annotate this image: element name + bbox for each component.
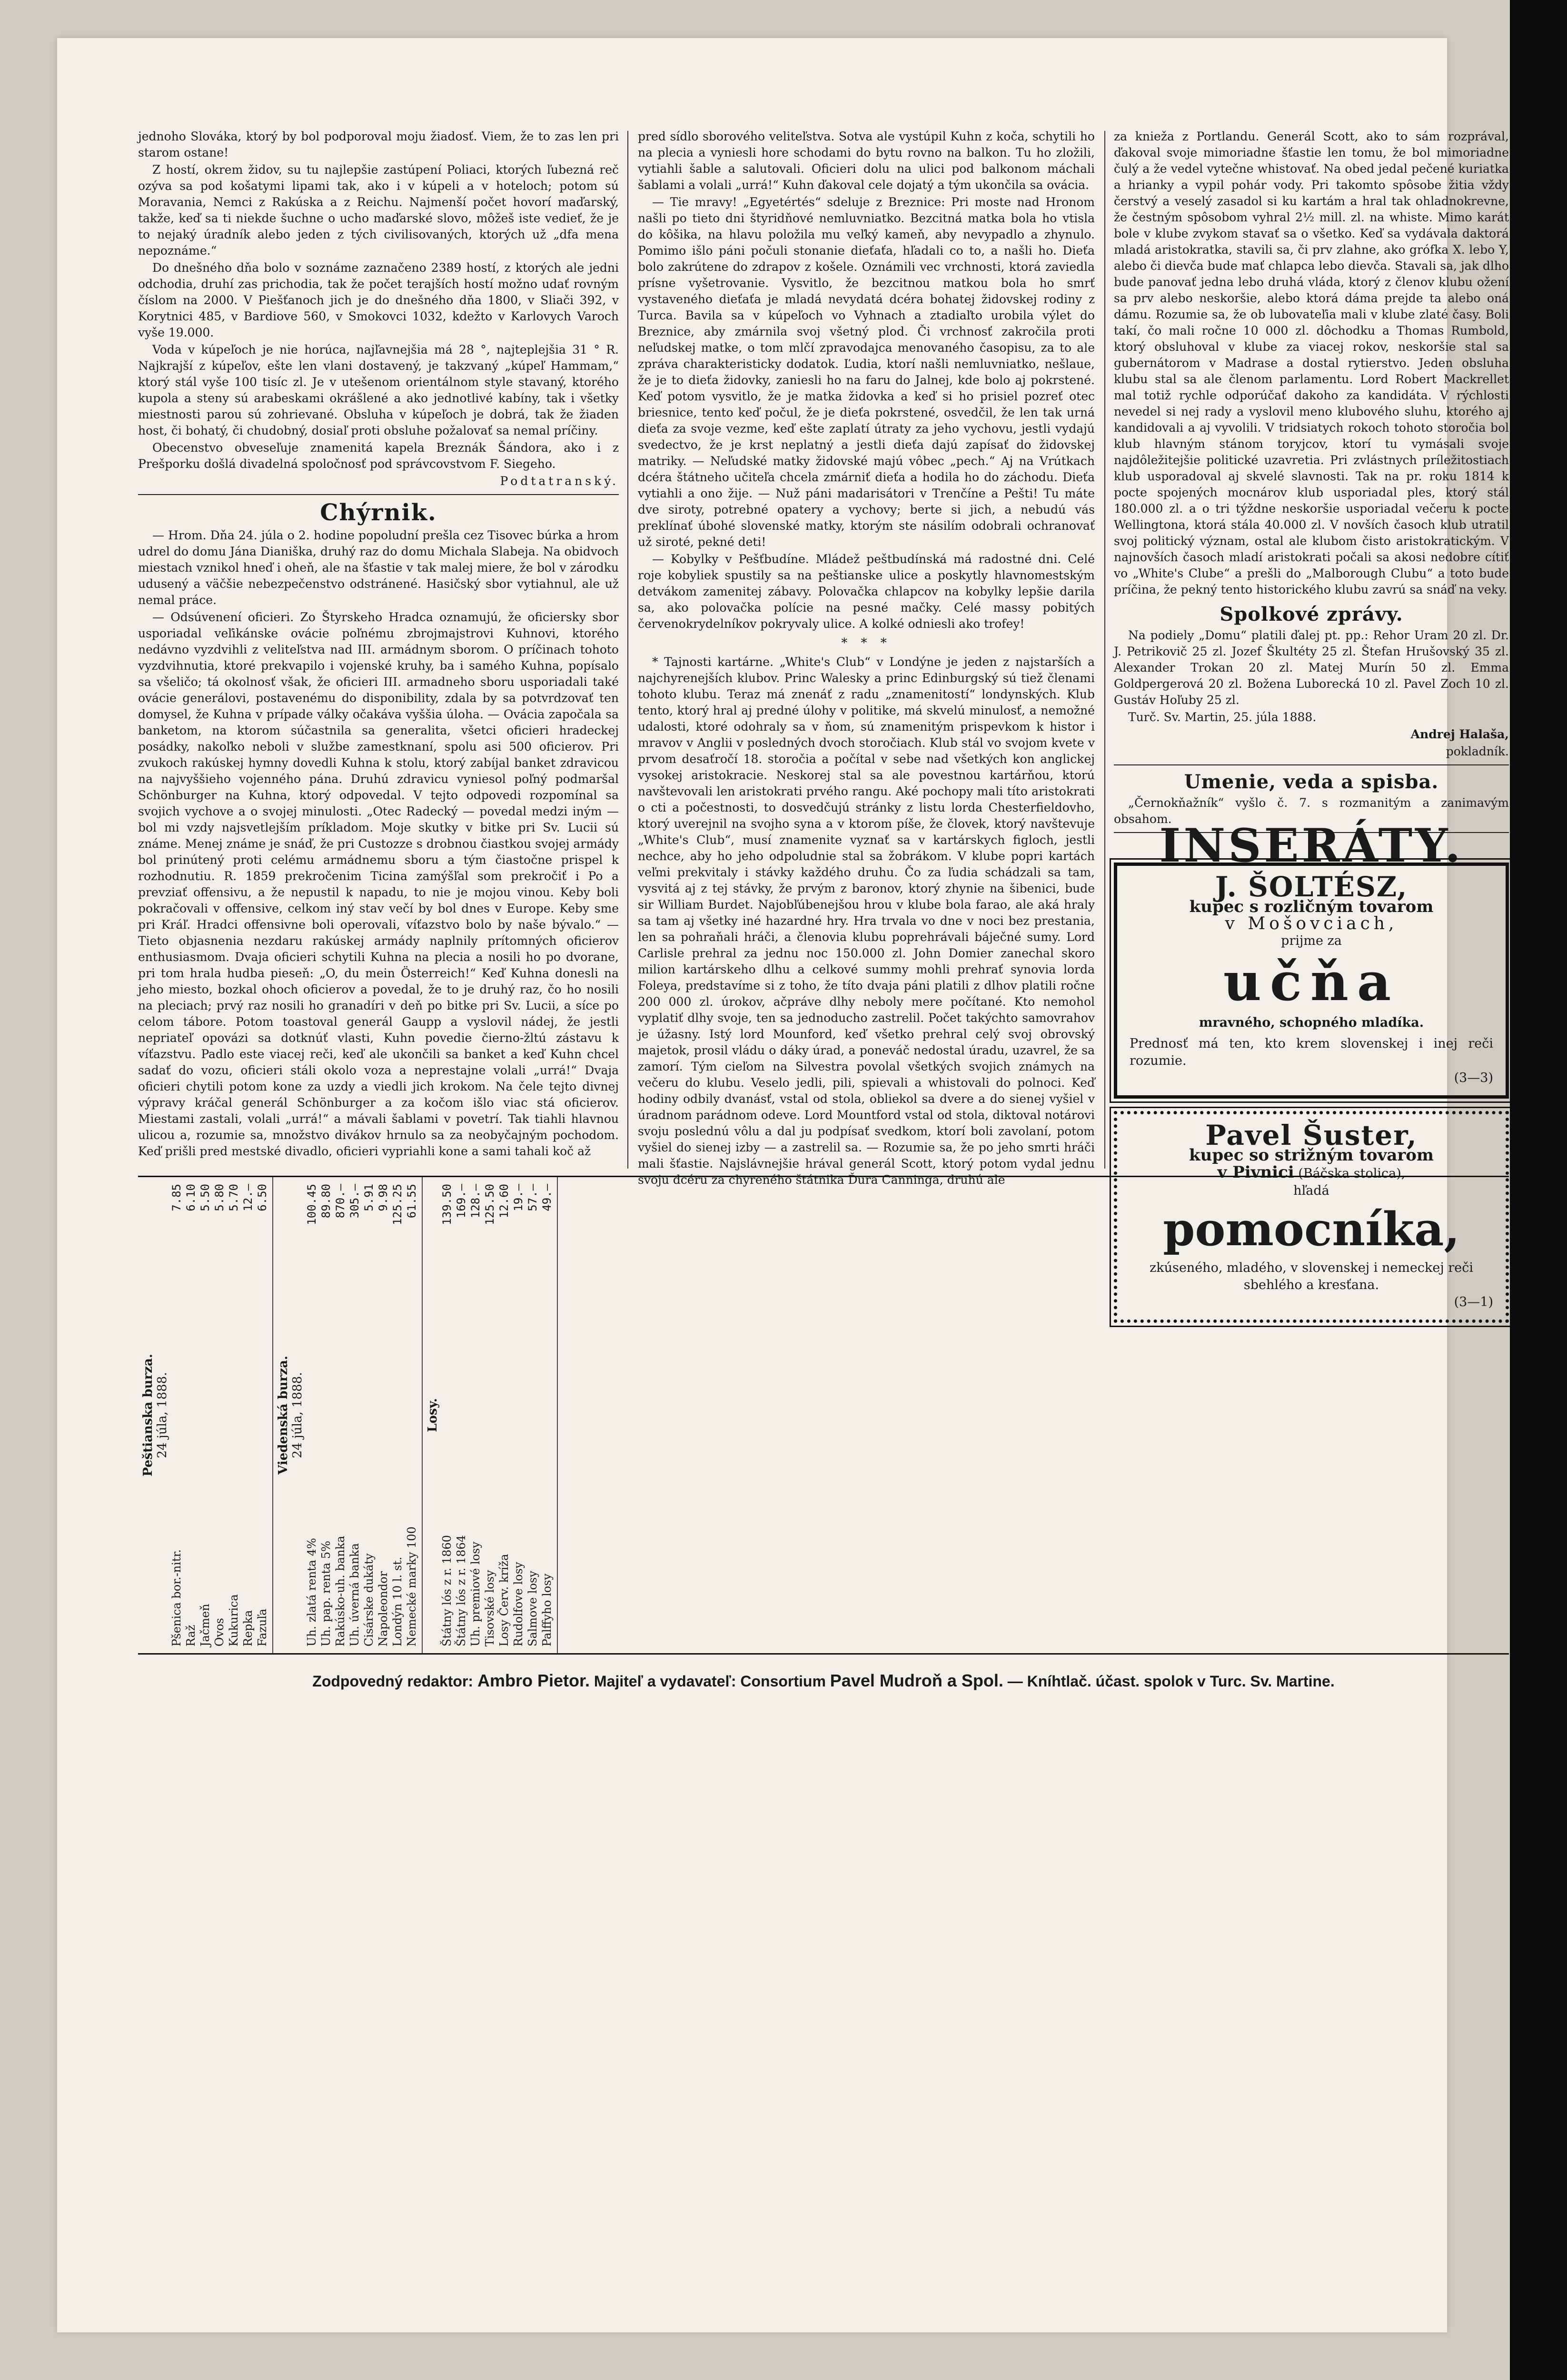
exchange-row <box>333 1184 347 1646</box>
news-item: — Odsúvenení oficieri. Zo Štyrskeho Hradca oznamujú, že oficiersky sbor usporiadal veľikánske ovácie poľnému zbrojmajstrovi Kuhnovi, ktorého nedávno vyzdvihli z veliteľstva nad III. armádnym sborom. O príčinach tohoto vyzdvihnutia, ktoré prekvapilo i vojenské kruhy, ba i samého Kuhna, popísalo sa všeličo; tá okolnosť však, že oficieri III. armadneho sboru usporiadali také ovácie generálovi, postavenému do disponibility, zdala by sa potvrdzovať ten domysel, že Kuhna v prípade války očakáva vyššia úloha. — Ovácia započala sa banketom, na ktorom súčastnila sa generalita, všetci oficieri hradeckej posádky, nakoľko neboli v službe zamestknaní, spolu asi 500 oficierov. Pri zvukoch rakúskej hymny dovedli Kuhna k stolu, ktorý zabíjal banket zdravicou na najvyššieho vojenného pána. Druhú zdravicu vyniesol poľný podmaršal Schönburger na Kuhna, ktorý odpovedal. V tejto odpovedi rozpomínal sa svojich vychove a o svojej minulosti. „Otec Radecký — povedal medzi iným — bol mi vzdy najsvetlejším príkladom. Moje skutky v bitke pri Sv. Lucii sú známe. Menej známe je snáď, že pri Custozze s drobnou čiastkou svojej armády bol prinútený proti celému armádnemu sboru a tým čiastočne prispel k rozhodnutiu. R. 1859 prekročenim Ticina zamýšľal som prekročiť i Po a prevziať offensivu, a že nepustil k napadu, to nie je mojou vinou. Keby boli pokračovali v offensive, celkom iný stav večí by bol dnes v Europe. Keby sme pri Kráľ. Hradci offensivne boli operovali, víťazstvo bolo by naše bývalo.“ — Tieto objasnenia nezdaru rakúskej armády naplnily prítomných oficierov enthusiasmom. Dvaja oficieri schytili Kuhna na plecia a nosili ho po dvorane, pri tom hrala hudba pieseň: „O, du mein Österreich!“ Keď Kuhna donesli na jeho miesto, bozkal ohoch oficierov a povedal, že to je druhý raz, čo ho nosili na pleciach; prvý raz nosili ho granadíri v deň po bitke pri Sv. Lucii, a síce po celom tábore. Potom toastoval generál Gaupp a vyslovil nádej, že jestli nepriateľ opovázi sa dotknúť vlasti, Kuhn povedie čierno-žltú zástavu k víťazstvu. Padlo este viacej reči, keď ale ukončili sa banket a keď Kuhn chcel sadať do vozu, oficieri stáli okolo voza a neprestajne volali „urrá!“ Dvaja oficieri chytili potom kone za uzdy a viedli jich krokom. Na čele tejto divnej výpravy kráčal generál Schönburger a za kočom išlo viac stá oficierov. Miestami zastali, volali „urrá!“ a mávali šablami v povetrí. Tak tiahli hlavnou ulicou a, rozumie sa, množstvo divákov hrnulo sa za neobyčajným pochodom. Keď prišli pred mestské divadlo, oficieri vypriahli kone a sami tahali koč až <box>138 610 619 1158</box>
exchange-label: Rudolfove losy <box>512 1562 525 1646</box>
news-item: — Hrom. Dňa 24. júla o 2. hodine popoludní prešla cez Tisovec búrka a hrom udrel do domu Jána Dianiška, druhý raz do domu Michala Slabeja. Na obidvoch miestach vznikol hneď i oheň, ale na šťastie v tak malej miere, že bol v zárodku udusený a väčšie nebezpečenstvo odstránené. Hasičský sbor vytiahnul, ale už nemal práce. <box>138 528 619 607</box>
exchange-row <box>319 1184 333 1646</box>
ad-hlada: hľadá <box>1293 1183 1329 1198</box>
exchange-label: Uh. premiové losy <box>469 1541 482 1646</box>
ad-description: mravného, schopného mladíka. <box>1199 1015 1424 1030</box>
article-text: Z hostí, okrem židov, su tu najlepšie zastúpení Poliaci, ktorých ľubezná reč ozýva sa pod košatymi lipami tak, ako i v kúpeli a v hoteloch; potom sú Moravania, Nemci z Rakúska a z Reichu. Najmenší počet hovorí maďarský, takže, keď sa ti niekde šuchne o ucho maďarské slovo, môžeš iste vedieť, že je to nejaký úradník alebo jeden z tých civilisovaných, ktorých už „dfa mena nepoznáme.“ <box>138 163 619 258</box>
column-2 <box>638 129 1095 1189</box>
exchange-head: Viedenská burza. <box>276 1356 290 1475</box>
divider <box>1114 764 1509 765</box>
exchange-rotated <box>138 1177 1509 1653</box>
exchange-label: Uh. úverná banka <box>348 1543 361 1646</box>
exchange-row <box>362 1184 376 1646</box>
exchange-value: 139.50 <box>440 1184 454 1225</box>
exchange-value: 9.98 <box>377 1184 390 1211</box>
exchange-rows <box>305 1184 419 1646</box>
exchange-label: Nemecké marky 100 <box>405 1526 418 1646</box>
exchange-label: Cisárske dukáty <box>362 1553 376 1646</box>
exchange-head: Peštianska burza. <box>141 1354 155 1477</box>
footer-redaktor: Ambro Pietor. <box>477 1671 590 1690</box>
news-item: — Tie mravy! „Egyetértés“ sdeluje z Breznice: Pri moste nad Hronom našli po tieto dni štyridňové nemluvniatko. Bezcitná matka bola ho vtisla do kôšika, na hlavu položila mu veľký kameň, aby nevypadlo a zhynulo. Pomimo išlo páni počuli stonanie dieťaťa, hľadali co to, a našli ho. Dieťa bolo zakrútene do zdrapov z košele. Oznámili vec vrchnosti, ktorá zaviedla prísne vyšetrovanie. Vysvitlo, že bezcitnou matkou bola ho smrť vystaveného dieťaťa je mladá nevydatá dcéra bohatej židovskej rodiny z Turca. Bavila sa v kúpeľoch vo Vyhnach a ztadiaľto urobila výlet do Breznice, aby zmárnila svoj všetný plod. Či vrchnosť zakročila proti neľudskej matke, o tom mlčí zpravodajca menovaného časopisu, za to ale zpráva charakteristicky dodatok. Ľudia, ktorí našli nemluvniatko, nešlaue, že je to dieťa židovky, zaniesli ho na faru do Jalnej, kde bolo aj pokrstené. Keď potom vysvitlo, že je matka židovka a keď si ho prisiel pozreť otec briesnice, tento keď počul, že je dieťa pokrstené, osvedčil, že len tak urná dieťa za svoje vezme, keď ešte zaplatí útraty za jeho vychovu, jestli vydajú svedectvo, že je krst neplatný a jestli dieťa dajú zapísať do židovskej matriky. — Neľudské matky židovské majú vôbec „pech.“ Aj na Vrútkach dcéra štátneho učiteľa chcela zmárniť dieťa a hodila ho do záchodu. Dieťa vytiahli a ono žije. — Nuž páni madarisátori v Trenčíne a Pešti! Tu máte dve siroty, potrebné opatery a vychovy; berte si jich, a nebudú vás preklínať úbohé slovenské matky, ktorým ste násilím odobrali ochranovať už siroté, pekné deti! <box>638 195 1095 549</box>
exchange-value: 5.50 <box>198 1184 212 1211</box>
column-1 <box>138 129 619 1160</box>
exchange-value: 6.50 <box>256 1184 269 1211</box>
divider <box>138 494 619 495</box>
exchange-label: Londýn 10 l. st. <box>391 1557 404 1646</box>
ad-town: v Pivnici <box>1217 1163 1294 1182</box>
footer-redaktor-label: Zodpovedný redaktor: <box>312 1673 474 1690</box>
newspaper-page <box>57 38 1509 2332</box>
ad-headline: učňa <box>1223 951 1400 1012</box>
footer-vydavatel-label: Majiteľ a vydavateľ: Consortium <box>594 1673 826 1690</box>
news-item: pred sídlo sborového veliteľstva. Sotva ale vystúpil Kuhn z koča, schytili ho na plecia a vyniesli hore schodami do bytu rovno na balkon. Tu ho zložili, vytiahli šable a salutovali. Oficieri dolu na ulici pod balkonom máchali šablami a volali „urrá!“ Kuhn ďakoval cele dojatý a tým ukončila sa ovácia. <box>638 129 1095 192</box>
exchange-row <box>468 1184 483 1646</box>
exchange-value: 100.45 <box>305 1184 318 1225</box>
exchange-row <box>212 1184 227 1646</box>
exchange-label: Raž <box>184 1625 198 1646</box>
exchange-row <box>255 1184 269 1646</box>
exchange-label: Pšenica bor.-nitr. <box>170 1549 183 1646</box>
exchange-label: Jačmeň <box>198 1604 212 1646</box>
exchange-block-pest <box>138 1177 273 1653</box>
stars-separator: * * * <box>841 636 892 650</box>
spolkove-role: pokladník. <box>1446 744 1509 758</box>
ad-body: Prednosť má ten, kto krem slovenskej i inej reči rozumie. <box>1130 1036 1493 1068</box>
exchange-value: 128.— <box>469 1184 482 1219</box>
advertisement-soltesz <box>1114 863 1509 1099</box>
exchange-row <box>454 1184 468 1646</box>
exchange-row <box>390 1184 405 1646</box>
exchange-label: Štátny lós z r. 1860 <box>440 1535 454 1646</box>
exchange-label: Losy Červ. kríža <box>497 1554 511 1646</box>
exchange-row <box>198 1184 212 1646</box>
exchange-value: 305.— <box>348 1184 361 1219</box>
footer-imprint <box>138 1671 1509 1691</box>
exchange-row <box>241 1184 255 1646</box>
exchange-value: 5.70 <box>227 1184 240 1211</box>
exchange-value: 49.— <box>540 1184 554 1211</box>
exchange-block-vieden <box>273 1177 423 1653</box>
scan-edge <box>1510 0 1567 2380</box>
exchange-value: 89.80 <box>319 1184 333 1219</box>
exchange-row <box>227 1184 241 1646</box>
spolkove-signature: Andrej Halaša, <box>1410 727 1509 741</box>
exchange-row <box>497 1184 511 1646</box>
exchange-label: Palffyho losy <box>540 1573 554 1646</box>
ad-trade: kupec s rozličným tovarom <box>1189 897 1434 916</box>
exchange-label: Salmove losy <box>526 1570 539 1646</box>
umenie-text: „Černokňažník“ vyšlo č. 7. s rozmanitým a zanimavým obsahom. <box>1114 796 1509 826</box>
exchange-row <box>347 1184 362 1646</box>
exchange-value: 125.50 <box>483 1184 496 1225</box>
exchange-label: Tisovské losy <box>483 1570 496 1646</box>
exchange-label: Ovos <box>213 1618 226 1646</box>
ad-headline: pomocníka, <box>1163 1202 1460 1256</box>
footer-tlac: — Kníhtlač. účast. spolok v Turc. Sv. Martine. <box>1007 1673 1335 1690</box>
exchange-label: Napoleondor <box>377 1571 390 1646</box>
exchange-value: 12.60 <box>497 1184 511 1219</box>
exchange-label: Rakúsko-uh. banka <box>334 1536 347 1646</box>
exchange-block-losy <box>423 1177 558 1653</box>
spolkove-text: Na podiely „Domu“ platili ďalej pt. pp.: Rehor Uram 20 zl. Dr. J. Petrikovič 25 zl. Jozef Škultéty 25 zl. Štefan Hrušovský 35 zl. Alexander Trokan 20 zl. Matej Murín 50 zl. Emma Goldpergerová 20 zl. Božena Luborecká 10 zl. Pavel Zoch 10 zl. Gustáv Hoľuby 25 zl. <box>1114 628 1509 707</box>
ad-number: (3—3) <box>1454 1071 1493 1085</box>
ad-name: J. ŠOLTÉSZ, <box>1215 871 1408 903</box>
ad-region: (Báčska stolica), <box>1298 1166 1406 1181</box>
article-text: jednoho Slováka, ktorý by bol podporoval moju žiadosť. Viem, že to zas len pri starom ostane! <box>138 129 619 159</box>
section-title-umenie: Umenie, veda a spisba. <box>1184 771 1439 793</box>
section-title-chyrnik: Chýrnik. <box>320 499 437 526</box>
exchange-value: 5.91 <box>362 1184 376 1211</box>
exchange-row <box>169 1184 184 1646</box>
exchange-value: 169.— <box>455 1184 468 1219</box>
ad-number: (3—1) <box>1454 1295 1493 1309</box>
exchange-label: Štátny lós z r. 1864 <box>455 1535 468 1646</box>
exchange-row <box>511 1184 526 1646</box>
section-title-spolkove: Spolkové zprávy. <box>1220 603 1403 625</box>
exchange-rows <box>440 1184 554 1646</box>
news-item: — Kobylky v Pešťbudíne. Mládež peštbudínská má radostné dni. Celé roje kobyliek spustily sa na peštianske ulice a poskytly hlavnomestským detvákom zamenitej zábavy. Polovačka chlapcov na kobylky lepšie darila sa, ako polovačka polície na pesné mačky. Celé massy pobitých červenokrydelníkov pokryvaly ulice. A kolké odniesli ako trofey! <box>638 552 1095 631</box>
exchange-value: 57.— <box>526 1184 539 1211</box>
exchange-label: Uh. zlatá renta 4% <box>305 1538 318 1646</box>
article-text: Obecenstvo obveseľuje znamenitá kapela Breznák Šándora, ako i z Prešporku došlá divadelná spoločnosť pod správcovstvom F. Siegeho. <box>138 441 619 471</box>
column-rule <box>627 131 628 1169</box>
exchange-label: Kukurica <box>227 1594 240 1646</box>
ad-town: v Mošovciach, <box>1225 914 1398 933</box>
exchange-value: 7.85 <box>170 1184 183 1211</box>
article-text: Do dnešného dňa bolo v soznáme zaznačeno 2389 hostí, z ktorých ale jedni odchodia, druhí zas prichodia, tak že počet terajších hostí možno udať rovným číslom na 2000. V Piešťanoch jich je do dnešného dňa 1800, v Sliači 392, v Korytnici 485, v Bardiove 560, v Smokovci 1032, kdežto v Karlovych Varoch vyše 19.000. <box>138 261 619 339</box>
exchange-row <box>405 1184 419 1646</box>
article-text: za knieža z Portlandu. Generál Scott, ako to sám rozprával, ďakoval svoje mimoriadne šťastie len tomu, že bol mimoriadne čulý a že vedel vytečne whistovať. Na obed jedal pečené kuriatka a hrianky a vypil pohár vody. Pri takomto spôsobe žitia vždy čerstvý a veselý zasadol si ku kartám a hral tak ohladnokrevne, že čestným spôsobom vyhral 2½ mill. zl. na whiste. Mimo karát bole v klube zvykom stavať sa o všetko. Keď sa vydávala daktorá mladá aristokratka, stavili sa, či prv zlahne, ako grófka X. lebo Y, alebo či dievča bude mať chlapca lebo dievča. Stavali sa, jak dlho bude panovať jedna lebo druhá vláda, ktorý z členov klubu ožení sa prv alebo neskoršie, alebo ktorá dáma prejde ta alebo oná dámu. Rozumie sa, že ob lubovateľia mali v klube zlaté časy. Boli takí, čo mali ročne 10 000 zl. dôchodku a Thomas Rumbold, ktorý obsluhoval v klube za viacej rokov, neskoršie stal sa gubernátorom v Madrase a dostal rytierstvo. Jeden obsluha klubu stal sa ale členom parlamentu. Lord Robert Mackrellet mal totiž rychle odporúčať dakoho za kandidáta. V rýchlosti nevedel si nej rady a vyslovil meno klubového sluhu, ktorého aj kandidovali a aj vyvolili. V tridsiatych rokoch tohoto storočia bol klub hlavným stánom toryjcov, ktorí tu vymásali svoje najdôležitejšie politické uzavretia. Pri zvlástnych príležitostiach klub usporadoval aj skvelé slavnosti. Tak na pr. roku 1814 k pocte spojených mocnárov klub usporiadal ples, ktorý stál 180.000 zl. a o tri týždne neskoršie usporiadal večeru k pocte Wellingtona, ktorá stála 40.000 zl. V novších časoch klub utratil svoj politický význam, ostal ale klubom čisto aristokratickým. V najnovších časoch mladí aristokrati počali sa akosi nedobre cítiť vo „White's Clube“ a prešli do „Malborough Clubu“ a toto bude príčina, že pekný tento historického klubu zavrú sa snáď na veky. <box>1114 129 1509 596</box>
exchange-label: Fazuľa <box>256 1608 269 1646</box>
exchange-row <box>305 1184 319 1646</box>
article-signature: Podtatranský. <box>500 474 619 488</box>
column-rule <box>1104 131 1105 1169</box>
column-3 <box>1114 129 1509 1335</box>
exchange-value: 6.10 <box>184 1184 198 1211</box>
exchange-value: 12.— <box>241 1184 255 1211</box>
article-text: * Tajnosti kartárne. „White's Club“ v Londýne je jeden z najstarších a najchyrenejších klubov. Princ Walesky a princ Edinburgský sú tiež členami tohoto klubu. Teraz má znenáť z radu „znamenitostí“ londynských. Klub tento, ktorý hral aj predné úlohy v politike, má skvelú minulosť, a nemožné udalosti, ktoré odohraly sa v ňom, sú znamenitým prispevkom k histor i mravov v Anglii v posledných dvoch storočiach. Klub stál vo svojom kvete v prvom desaťročí 18. storočia a počítal v sebe nad všetkých kon anglickej vysokej aristokracie. Neskorej stal sa ale povestnou kartárňou, ktorú navštevovali len aristokrati prvého rangu. Aké pochopy mali títo aristokrati o cti a počestnosti, to dosvedčujú stránky z listu lorda Chesterfieldovho, ktorý uverejnil na svojho syna a v ktorom píše, že človek, ktorý navštevuje „White's Club“, musí znamenite vyznať sa v kartárskych figloch, jestli nechce, aby ho jeho odpoludnie stal sa žobrákom. V klube popri kartách veľmi prekvitaly i stávky každého druhu. Čo za ľudia schádzali sa tam, vysvitá aj z tej stávky, že prvým z baronov, ktorý zhynie na šibenici, bude sir William Burdet. Najobľúbenejšou hrou v klube bola farao, ale aká hraly sa tam aj všetky iné hazardné hry. Hra trvala vo dne v noci bez prestania, len sa pohraňali hráči, a členovia klubu poprehrávali báječné sumy. Lord Carlisle prehral za jednu noc 150.000 zl. John Domier zanechal skoro milion kartárskeho dlhu a celkové summy mohli prehrať synovia lorda Foleya, predstavíme si z toho, že títo dvaja páni platili z dlhov platili ročne 200 000 zl. úrokov, ačpráve dlhy neboly mere počítané. Kto nemohol vyplatiť dlhy svoje, ten sa jednoducho zastrelil. Počet takýchto samovrahov je úžasny. Istý lord Mounford, keď všetko prehral celý svoj obrovský majetok, prosil vládu o dáky úrad, a poneváč nedostal úradu, uzavrel, že sa zamorí. Tým cieľom na Silvestra povolal všetkých svojich známych na večeru do klubu. Veselo jedli, pili, spievali a whistovali do polnoci. Keď hodiny odbily dvanásť, vstal od stola, obliekol sa dvere a do sienej vyšiel v úradnom parádnom odeve. Lord Mountford vstal od stola, diktoval notárovi svoju poslednú vôlu a dal ju podpísať svedkom, ktorí boli zavolaní, potom vyšiel do sienej izby — a zastrelil sa. — Rozumie sa, že po jeho smrti hráči mali šťastie. Najslávnejšie hrával generál Scott, ktorý potom vydal jednu svoju dcéru za chyreného štátnika Ďura Canninga, druhú ale <box>638 655 1095 1187</box>
exchange-row <box>526 1184 540 1646</box>
exchange-value: 5.80 <box>213 1184 226 1211</box>
inseraty-title: INSERÁTY. <box>1159 819 1464 873</box>
exchange-table <box>138 1176 1509 1655</box>
exchange-row <box>540 1184 554 1646</box>
article-text: Voda v kúpeľoch je nie horúca, najľavnejšia má 28 °, najteplejšia 31 ° R. Najkrajší z kúpeľov, ešte len vlani dostavený, je takzvaný „kúpeľ Hammam,“ ktorý stál vyše 100 tisíc zl. Je v utešenom orientálnom style stavaný, ktorého kupola a steny sú arabeskami okrášlené a ako jednotlivé kabíny, tak i všetky miestnosti parou sú zohrievané. Obsluha v kúpeľoch je dobrá, tak že žiaden host, či bohatý, či chudobný, dosiaľ proti obsluhe požalovať sa nemal príčiny. <box>138 343 619 437</box>
exchange-row <box>376 1184 390 1646</box>
exchange-date: 24 júla, 1888. <box>290 1372 305 1458</box>
ad-name: Pavel Šuster, <box>1205 1119 1418 1151</box>
exchange-rows <box>169 1184 269 1646</box>
exchange-value: 19.— <box>512 1184 525 1211</box>
exchange-date: 24 júla, 1888. <box>155 1372 169 1458</box>
ad-trade: kupec so strižným tovarom <box>1189 1146 1434 1165</box>
exchange-value: 870.— <box>334 1184 347 1219</box>
exchange-label: Repka <box>241 1610 255 1646</box>
ad-body: zkúseného, mladého, v slovenskej i nemeckej reči sbehlého a kresťana. <box>1150 1260 1473 1292</box>
exchange-row <box>184 1184 198 1646</box>
exchange-value: 125.25 <box>391 1184 404 1225</box>
footer-vydavatel: Pavel Mudroň a Spol. <box>830 1671 1003 1690</box>
exchange-row <box>483 1184 497 1646</box>
exchange-label: Uh. pap. renta 5% <box>319 1540 333 1646</box>
exchange-value: 61.55 <box>405 1184 418 1219</box>
exchange-head: Losy. <box>426 1398 440 1432</box>
exchange-row <box>440 1184 454 1646</box>
ad-prijme: prijme za <box>1281 933 1342 948</box>
spolkove-place-date: Turč. Sv. Martin, 25. júla 1888. <box>1128 710 1317 724</box>
